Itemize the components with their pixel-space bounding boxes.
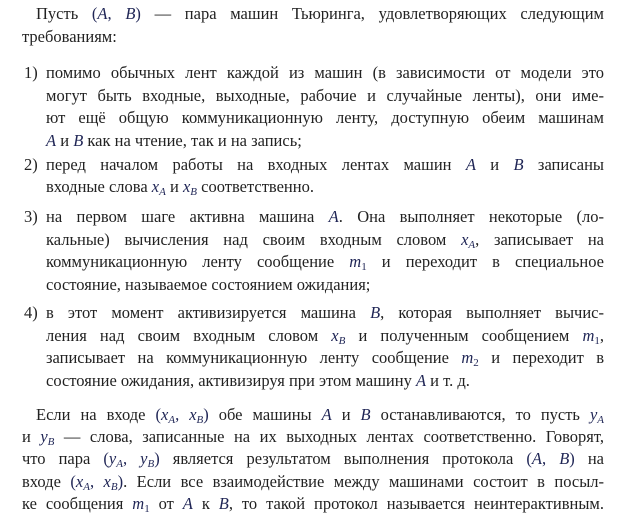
text-segment: ления над своим входным словом	[46, 326, 332, 345]
text-line	[46, 229, 604, 251]
math-variable	[132, 494, 149, 513]
math-symbol: m	[582, 326, 595, 345]
text-line	[22, 493, 604, 515]
text-line	[46, 274, 604, 296]
math-symbol: y	[589, 405, 598, 424]
math-symbol: x	[75, 472, 84, 491]
math-subscript: A	[83, 481, 90, 493]
math-symbol: A	[97, 4, 108, 23]
math-symbol: B	[125, 4, 136, 23]
text-segment: и переходит в специальное	[366, 252, 604, 271]
math-subscript: A	[168, 414, 176, 426]
math-subscript: B	[190, 186, 197, 198]
text-segment: состояние, называемое состоянием ожидания;	[46, 275, 371, 294]
text-segment: коммуникационную ленту сообщение	[46, 252, 350, 271]
math-symbol: x	[331, 326, 339, 345]
text-segment: и	[165, 177, 183, 196]
math-variable	[349, 252, 366, 271]
math-punctuation: )	[203, 405, 209, 424]
math-symbol: A	[415, 371, 427, 390]
math-variable	[361, 405, 371, 424]
text-segment: , записывает на	[475, 230, 604, 249]
math-symbol: A	[465, 155, 476, 174]
text-segment: состояние ожидания, активизируя при этом машину	[46, 371, 416, 390]
text-segment: Если на входе	[36, 405, 156, 424]
text-segment: к	[192, 494, 219, 513]
text-segment: в этот момент активизируется машина	[46, 303, 371, 322]
text-segment: и переходит в	[478, 348, 604, 367]
math-variable	[322, 405, 332, 424]
math-symbol: B	[360, 405, 371, 424]
math-variable	[161, 405, 175, 424]
math-variable	[559, 449, 569, 468]
text-segment: ке сообщения	[22, 494, 133, 513]
math-punctuation: ,	[542, 449, 560, 468]
math-variable	[189, 405, 203, 424]
text-line	[22, 471, 604, 493]
text-line	[22, 426, 604, 448]
text-segment: . Если все взаимодействие между машинами состоит в посыл-	[123, 472, 605, 491]
text-line	[36, 404, 604, 426]
item-number: 1)	[24, 63, 38, 82]
text-line	[46, 130, 604, 152]
text-segment: записаны	[523, 155, 604, 174]
math-symbol: m	[132, 494, 145, 513]
math-variable	[331, 326, 345, 345]
math-punctuation: (	[155, 405, 162, 424]
math-variable	[40, 427, 54, 446]
math-subscript: 2	[473, 357, 479, 369]
math-symbol: m	[461, 348, 474, 367]
math-variable	[109, 449, 123, 468]
math-subscript: 1	[144, 503, 150, 515]
item-number: 4)	[24, 303, 38, 322]
math-variable	[329, 207, 339, 226]
math-symbol: y	[140, 449, 148, 468]
text-line	[22, 448, 604, 470]
math-variable	[461, 348, 478, 367]
math-punctuation: )	[569, 449, 575, 468]
math-variable	[152, 177, 166, 196]
math-symbol: y	[108, 449, 117, 468]
text-segment: и т. д.	[426, 371, 470, 390]
math-variable	[97, 4, 107, 23]
math-variable	[370, 303, 380, 322]
math-symbol: B	[559, 449, 570, 468]
math-punctuation: ,	[122, 449, 141, 468]
text-segment: на	[574, 449, 605, 468]
math-subscript: B	[338, 335, 346, 347]
text-line	[46, 206, 604, 228]
math-subscript: B	[47, 436, 55, 448]
math-symbol: B	[370, 303, 381, 322]
math-punctuation: (	[103, 449, 109, 468]
text-line	[46, 154, 604, 176]
text-segment: помимо обычных лент каждой из машин (в зависимости от модели это	[46, 63, 604, 82]
item-number: 3)	[24, 207, 38, 226]
math-variable	[461, 230, 475, 249]
text-segment: кальные) вычисления над своим входным словом	[46, 230, 462, 249]
math-punctuation: )	[117, 472, 124, 491]
text-segment: обе машины	[208, 405, 322, 424]
text-segment: входе	[22, 472, 71, 491]
text-segment: ,	[599, 326, 604, 345]
text-segment: является результатом выполнения протокола	[159, 449, 527, 468]
text-segment: и	[56, 131, 74, 150]
text-segment: и	[22, 427, 41, 446]
text-line	[46, 302, 604, 324]
math-variable	[513, 155, 523, 174]
math-symbol: x	[461, 230, 469, 249]
text-line	[46, 251, 604, 273]
item-number: 2)	[24, 155, 38, 174]
math-symbol: y	[40, 427, 48, 446]
text-line	[46, 176, 604, 198]
text-line	[36, 3, 604, 25]
text-segment: входные слова	[46, 177, 152, 196]
math-symbol: x	[161, 405, 169, 424]
math-variable	[125, 4, 135, 23]
math-subscript: 1	[361, 261, 367, 273]
math-symbol: m	[349, 252, 362, 271]
math-symbol: A	[328, 207, 339, 226]
text-segment: перед началом работы на входных лентах машин	[46, 155, 466, 174]
math-variable	[582, 326, 599, 345]
text-segment: записывает на коммуникационную ленту сообщение	[46, 348, 462, 367]
math-variable	[140, 449, 154, 468]
math-symbol: B	[73, 131, 84, 150]
text-line	[46, 370, 604, 392]
text-segment: и полученным сообщением	[345, 326, 583, 345]
text-segment: — пара машин Тьюринга, удовлетворяющих следующим	[140, 4, 604, 23]
math-subscript: B	[196, 414, 204, 426]
math-punctuation: ,	[175, 405, 190, 424]
text-segment: ют ещё общую коммуникационную ленту, доступную обеим машинам	[46, 108, 604, 127]
math-symbol: B	[513, 155, 524, 174]
math-variable	[532, 449, 542, 468]
math-variable	[73, 131, 83, 150]
text-segment: на первом шаге активна машина	[46, 207, 329, 226]
text-line	[46, 62, 604, 84]
math-subscript: A	[597, 414, 605, 426]
math-subscript: 1	[594, 335, 600, 347]
text-segment: соответственно.	[197, 177, 314, 196]
math-variable	[590, 405, 604, 424]
math-punctuation: ,	[89, 472, 104, 491]
math-variable	[219, 494, 229, 513]
text-line	[22, 26, 604, 48]
math-subscript: A	[159, 186, 166, 198]
math-punctuation: ,	[107, 4, 126, 23]
math-symbol: B	[218, 494, 229, 513]
text-segment: как на чтение, так и на запись;	[83, 131, 302, 150]
text-segment: — слова, записанные на их выходных лентах соответственно. Говорят,	[54, 427, 604, 446]
math-subscript: B	[147, 458, 155, 470]
text-line	[46, 85, 604, 107]
text-segment: требованиям:	[22, 27, 117, 46]
math-variable	[183, 494, 193, 513]
math-punctuation: (	[526, 449, 532, 468]
text-segment: и	[475, 155, 514, 174]
math-variable	[46, 131, 56, 150]
text-segment: останавливаются, то пусть	[370, 405, 590, 424]
text-line	[46, 347, 604, 369]
text-segment: Пусть	[36, 4, 92, 23]
text-segment: от	[149, 494, 183, 513]
text-segment: , то такой протокол называется неинтерактивным.	[228, 494, 604, 513]
math-subscript: A	[116, 458, 123, 470]
text-segment: могут быть входные, выходные, рабочие и случайные ленты), они име-	[46, 86, 604, 105]
text-line	[46, 107, 604, 129]
math-variable	[76, 472, 90, 491]
math-punctuation: )	[135, 4, 141, 23]
math-symbol: A	[531, 449, 543, 468]
math-symbol: A	[321, 405, 332, 424]
text-segment: что пара	[22, 449, 104, 468]
math-variable	[183, 177, 197, 196]
math-symbol: x	[103, 472, 111, 491]
text-line	[46, 325, 604, 347]
math-symbol: A	[182, 494, 193, 513]
math-punctuation: (	[91, 4, 98, 23]
math-subscript: B	[110, 481, 118, 493]
math-punctuation: (	[70, 472, 76, 491]
math-symbol: x	[189, 405, 197, 424]
text-segment: . Она выполняет некоторые (ло-	[338, 207, 604, 226]
math-variable	[466, 155, 476, 174]
math-variable	[416, 371, 426, 390]
math-symbol: A	[46, 131, 57, 150]
math-subscript: A	[468, 239, 476, 251]
math-symbol: x	[151, 177, 160, 196]
math-variable	[104, 472, 118, 491]
math-symbol: x	[182, 177, 191, 196]
text-segment: и	[331, 405, 361, 424]
math-punctuation: )	[154, 449, 160, 468]
text-segment: , которая выполняет вычис-	[380, 303, 604, 322]
